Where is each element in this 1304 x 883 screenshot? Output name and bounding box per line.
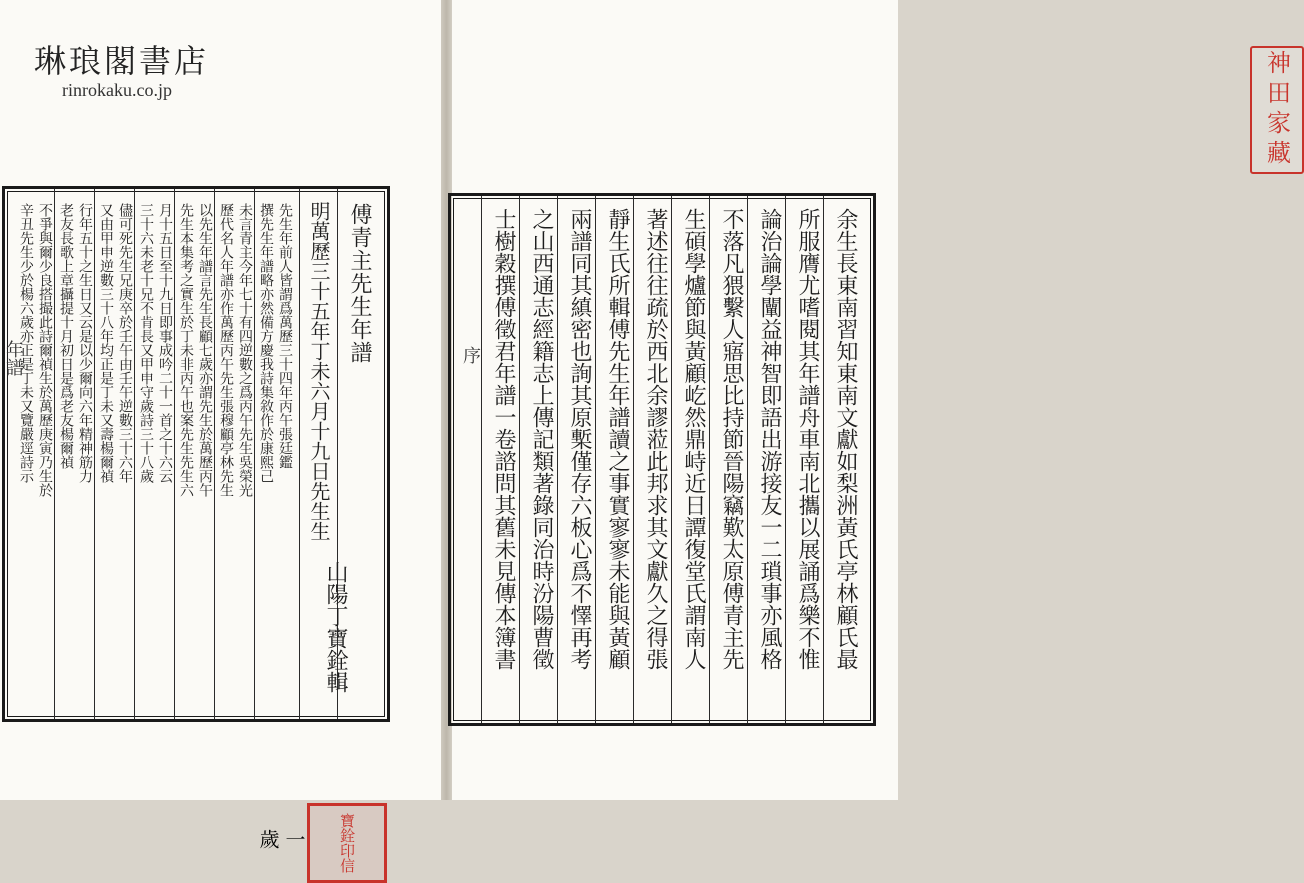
column-rule <box>633 196 634 723</box>
annotation-column: 又由甲申逆數三十八年均正是丁未又壽楊爾禎 <box>98 203 114 483</box>
preface-column: 生碩學爐節與黃顧屹然鼎峙近日譚復堂氏謂南人 <box>681 208 706 670</box>
annotation-column: 月十五日至十九日即事成吟二十一首之十六云 <box>157 203 173 483</box>
column-rule <box>254 189 255 719</box>
preface-column: 論治論學闡益神智即語出游接友一二瑣事亦風格 <box>757 208 782 670</box>
annotation-column: 以先生年譜言先生長顧七歲亦謂先生於萬歷丙午 <box>197 203 213 497</box>
preface-column: 兩譜同其縝密也詢其原槧僅存六板心爲不懌再考 <box>567 208 592 670</box>
year-line: 明萬歷三十五年丁未六月十九日先生生 <box>307 201 331 541</box>
column-rule <box>481 196 482 723</box>
right-page <box>452 0 1291 800</box>
column-rule <box>174 189 175 719</box>
preface-column: 所服膺尤嗜閱其年譜舟車南北攜以展誦爲樂不惟 <box>795 208 820 670</box>
column-rule <box>823 196 824 723</box>
preface-column: 余生長東南習知東南文獻如梨洲黃氏亭林顧氏最 <box>833 208 858 670</box>
annotation-column: 行年五十之生日又云是以少爾向六年精神筋力 <box>77 203 93 483</box>
annotation-column: 撰先生年譜略亦然備方慶我詩集敘作於康熙己 <box>258 203 274 483</box>
annotation-column: 先生年前人皆謂爲萬歷三十四年丙午張廷鑑 <box>277 203 293 469</box>
preface-column: 之山西通志經籍志上傳記類著錄同治時汾陽曹徵 <box>529 208 554 670</box>
left-text-frame <box>2 186 390 873</box>
column-rule <box>557 196 558 723</box>
annotation-column: 辛丑先生少於楊六歲亦正是丁未又覽嚴逕詩示 <box>18 203 34 483</box>
fold-tab-left: 年譜 <box>3 340 24 376</box>
annotation-column: 儘可死先生兄庚卒於壬午由壬午逆數三十六年 <box>117 203 133 483</box>
preface-column: 不落凡猥繫人寤思比持節晉陽竊歎太原傅青主先 <box>719 208 744 670</box>
preface-column: 靜生氏所輯傅先生年譜讀之事實寥寥未能與黃顧 <box>605 208 630 670</box>
annotation-column: 歷代名人年譜亦作萬歷丙午先生張穆顧亭林先生 <box>218 203 234 497</box>
column-rule <box>94 189 95 719</box>
shop-url: rinrokaku.co.jp <box>62 80 172 100</box>
column-rule <box>709 196 710 723</box>
owner-seal: 神田家藏 <box>1250 46 1304 174</box>
column-rule <box>671 196 672 723</box>
column-rule <box>214 189 215 719</box>
age-label: 一歲 <box>256 829 306 849</box>
column-rule <box>134 189 135 719</box>
annotation-column: 未言青主今年七十有四逆數之爲丙午先生吳榮光 <box>237 203 253 497</box>
shop-name: 琳琅閣書店 <box>34 42 210 80</box>
book-title: 傅青主先生年譜 <box>347 203 372 364</box>
fold-tab-right: 序 <box>460 346 481 364</box>
column-rule <box>519 196 520 723</box>
annotation-column: 三十六未老十兄不肯長又甲申守歲詩三十八歲 <box>138 203 154 483</box>
column-rule <box>299 189 300 719</box>
column-rule <box>785 196 786 723</box>
annotation-column: 不爭與爾少良搭撮此詩爾禎生於萬歷庚寅乃生於 <box>37 203 53 497</box>
editor-credit: 山陽丁寶銓輯 <box>323 561 348 693</box>
column-rule <box>54 189 55 719</box>
column-rule <box>747 196 748 723</box>
annotation-column: 老友長歌上章攝提十月初日是爲老友楊爾禎 <box>58 203 74 469</box>
column-rule <box>595 196 596 723</box>
editor-seal: 寶銓印信 <box>307 803 387 883</box>
annotation-column: 先生本集考之實生於丁未非丙午也案先生先生六 <box>178 203 194 497</box>
left-page <box>0 0 441 873</box>
preface-column: 士樹穀撰傅徵君年譜一卷諮問其舊未見傳本簿書 <box>491 208 516 670</box>
right-text-frame <box>448 193 876 726</box>
preface-column: 著述往往疏於西北余謬蒞此邦求其文獻久之得張 <box>643 208 668 670</box>
